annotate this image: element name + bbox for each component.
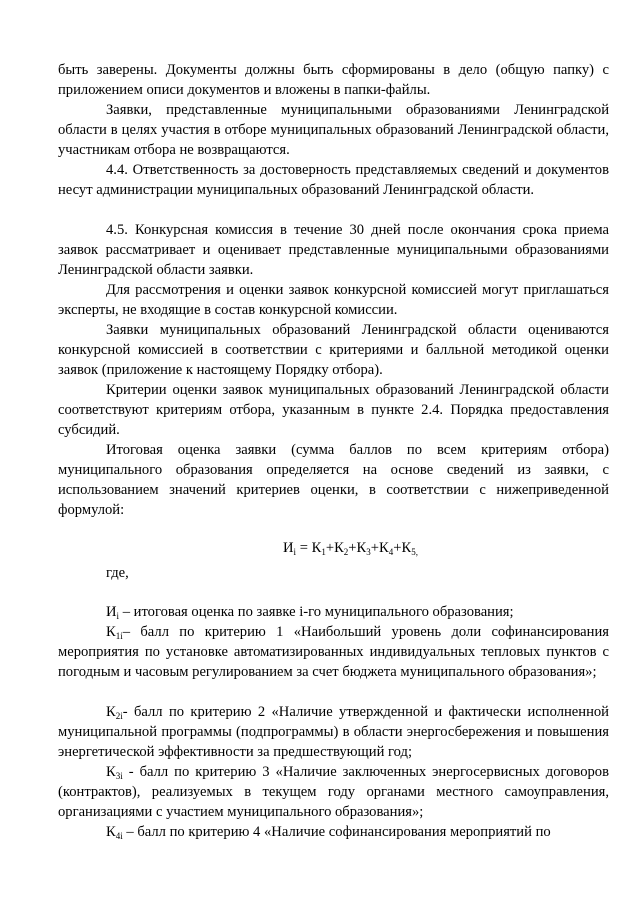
definition-subscript: 2i	[115, 711, 123, 721]
formula-term-subscript: 4	[388, 547, 394, 557]
formula-lhs: И	[283, 540, 294, 556]
definition-criterion-2	[58, 702, 609, 762]
definition-text: - балл по критерию 2 «Наличие утвержденной и фактически исполненной муниципальной программы (подпрограммы) в области энергосбережения и повышения энергетической эффективности за предшествующий год;	[58, 704, 609, 760]
definition-text: – итоговая оценка по заявке i-го муниципального образования;	[119, 604, 514, 620]
definition-criterion-3	[58, 762, 613, 822]
formula-plus: +	[348, 540, 357, 556]
formula-equals: =	[296, 540, 312, 556]
formula	[283, 538, 418, 558]
paragraph: Заявки муниципальных образований Ленинградской области оцениваются конкурсной комиссией в соответствии с критериями и балльной методикой оценки заявок (приложение к настоящему Порядку отбора).	[58, 322, 609, 378]
definition-symbol: И	[106, 604, 117, 620]
where-label: где,	[106, 565, 129, 581]
formula-term-subscript: 2	[343, 547, 349, 557]
formula-term-subscript: 3	[366, 547, 371, 557]
paragraph-4-4: 4.4. Ответственность за достоверность представляемых сведений и документов несут администрации муниципальных образований Ленинградской области.	[58, 162, 609, 198]
formula-term: К	[334, 540, 344, 556]
definition-subscript: 3i	[115, 771, 123, 781]
formula-plus: +	[325, 540, 335, 556]
definition-subscript: 1i	[115, 631, 123, 641]
paragraph: Итоговая оценка заявки (сумма баллов по всем критериям отбора) муниципального образования определяется на основе сведений из заявки, с использованием значений критериев оценки, в соответствии с нижеприведенной формулой:	[58, 442, 609, 518]
formula-plus: +	[393, 540, 402, 556]
formula-term: К	[401, 540, 412, 556]
paragraph: Заявки, представленные муниципальными образованиями Ленинградской области в целях участия в отборе муниципальных образований Ленинградской области, участникам отбора не возвращаются.	[58, 102, 609, 158]
definition-criterion-1	[58, 622, 609, 682]
definition-text: – балл по критерию 4 «Наличие софинансирования мероприятий по	[122, 824, 551, 840]
definition-subscript: i	[116, 611, 120, 621]
definition-criterion-4	[58, 822, 609, 842]
definition-text: – балл по критерию 1 «Наибольший уровень доли софинансирования мероприятия по установке автоматизированных индивидуальных тепловых пунктов с погодным и часовым регулированием за счет бюджета муниципального образования»;	[58, 624, 609, 680]
formula-term-subscript: 1	[321, 547, 326, 557]
definition-symbol: К	[106, 704, 116, 720]
formula-term: К	[311, 540, 322, 556]
formula-plus: +	[370, 540, 379, 556]
formula-term: К	[379, 540, 389, 556]
paragraph: Критерии оценки заявок муниципальных образований Ленинградской области соответствуют критериям отбора, указанным в пункте 2.4. Порядка предоставления субсидий.	[58, 382, 609, 438]
definition-text: - балл по критерию 3 «Наличие заключенных энергосервисных договоров (контрактов), реализуемых в текущем году органами местного самоуправления, организациями с участием муниципального образования»;	[58, 764, 613, 820]
definition-symbol: К	[106, 624, 116, 640]
formula-term: К	[356, 540, 367, 556]
definition-total-score	[58, 602, 609, 622]
paragraph: Для рассмотрения и оценки заявок конкурсной комиссией могут приглашаться эксперты, не входящие в состав конкурсной комиссии.	[58, 282, 609, 318]
formula-term-subscript: 5,	[411, 547, 418, 557]
definition-symbol: К	[106, 764, 116, 780]
formula-lhs-subscript: i	[293, 547, 297, 557]
paragraph-4-5: 4.5. Конкурсная комиссия в течение 30 дней после окончания срока приема заявок рассматривает и оценивает представленные муниципальными образованиями Ленинградской области заявки.	[58, 222, 609, 278]
paragraph: быть заверены. Документы должны быть сформированы в дело (общую папку) с приложением описи документов и вложены в папки-файлы.	[58, 62, 609, 98]
definition-symbol: К	[106, 824, 116, 840]
definition-subscript: 4i	[115, 831, 123, 841]
